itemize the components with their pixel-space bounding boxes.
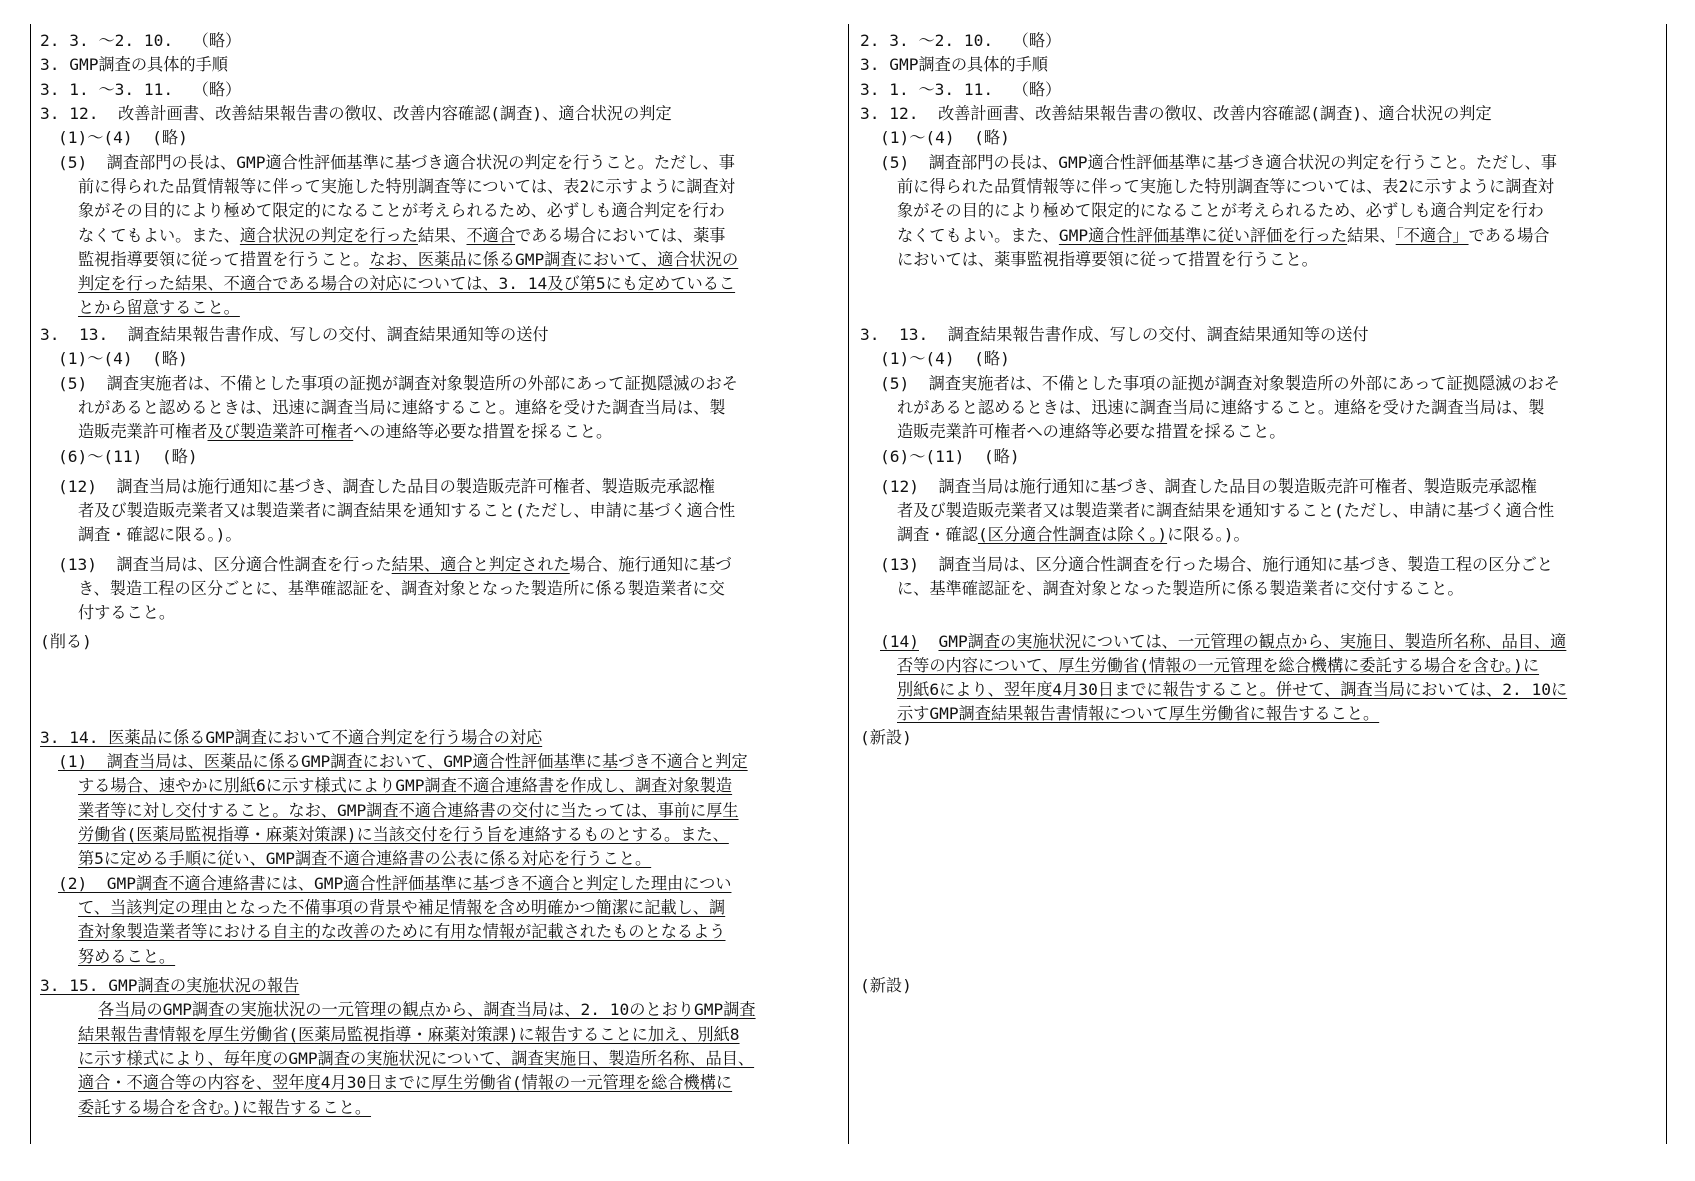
underlined-text: 及び製造業許可権者 [207,422,354,441]
underlined-text: 結果報告書情報を厚生労働省(医薬局監視指導・麻薬対策課)に報告することに加え、別紙8 [78,1025,740,1044]
text-line [880,446,1020,468]
text-line [78,176,735,198]
text-line [880,152,1557,174]
text-segment: (5) 調査部門の長は、GMP適合性評価基準に基づき適合状況の判定を行うこと。ただし、事 [58,153,735,172]
text-line [880,476,1537,498]
text-line [78,421,612,443]
text-segment: 造販売業許可権者 [78,422,208,441]
text-segment: 結果、 [417,226,467,245]
text-line [58,751,748,773]
underlined-text: 業者等に対し交付すること。なお、GMP調査不適合連絡書の交付に当たっては、事前に厚生 [78,801,739,820]
text-segment: (5) 調査実施者は、不備とした事項の証拠が調査対象製造所の外部にあって証拠隠滅のおそ [880,374,1560,393]
text-line [860,975,912,997]
text-segment: (1)～(4) (略) [880,128,1010,147]
right-border-line [1666,24,1667,1144]
text-segment: なくてもよい。また、 [897,226,1059,245]
text-segment: (6)～(11) (略) [58,447,198,466]
underlined-text: 査対象製造業者等における自主的な改善のために有用な情報が記載されたものとなるよう [78,922,726,941]
text-line [860,30,1061,52]
underlined-text: 「不適合」 [1395,226,1469,245]
text-line [58,554,732,576]
text-line [40,975,299,997]
text-segment: (13) 調査当局は、区分適合性調査を行った場合、施行通知に基づき、製造工程の区分ごと [880,555,1553,574]
underlined-text: 委託する場合を含む。)に報告すること。 [78,1098,372,1117]
text-segment: (削る) [40,632,92,651]
text-line [78,500,735,522]
text-segment: (1)～(4) (略) [58,128,188,147]
text-segment: 監視指導要領に従って措置を行うこと。 [78,250,370,269]
text-line [58,373,738,395]
text-line [58,127,188,149]
text-segment: れがあると認めるときは、迅速に調査当局に連絡すること。連絡を受けた調査当局は、製 [897,398,1545,417]
text-line [78,775,732,797]
text-line [880,348,1010,370]
text-line [78,273,735,295]
text-line [897,703,1379,725]
text-line [897,500,1554,522]
text-line [58,873,731,895]
underlined-text: GMP調査の実施状況については、一元管理の観点から、実施日、製造所名称、品目、適 [938,632,1567,651]
text-segment: 者及び製造販売業者又は製造業者に調査結果を通知すること(ただし、申請に基づく適合性 [78,501,736,520]
underlined-text: 否等の内容について、厚生労働省(情報の一元管理を総合機構に委託する場合を含む。)に [897,656,1540,675]
text-segment: 場合、施行通知に基づ [569,555,732,574]
text-line [897,524,1250,546]
text-line [880,127,1010,149]
text-line [897,655,1539,677]
underlined-text: する場合、速やかに別紙6に示す様式によりGMP調査不適合連絡書を作成し、調査対象製造 [78,776,733,795]
underlined-text: 第5に定める手順に従い、GMP調査不適合連絡書の公表に係る対応を行うこと。 [78,849,652,868]
center-divider-line [848,24,849,1144]
text-line [897,397,1545,419]
text-segment: (12) 調査当局は施行通知に基づき、調査した品目の製造販売許可権者、製造販売承認権 [58,477,715,496]
text-line [860,103,1492,125]
text-line [58,152,735,174]
text-segment: 3. 12. 改善計画書、改善結果報告書の徴収、改善内容確認(調査)、適合状況の判定 [40,104,672,123]
text-segment: に、基準確認証を、調査対象となった製造所に係る製造業者に交付すること。 [897,579,1464,598]
text-line [40,324,549,346]
text-line [897,249,1318,271]
text-line [58,348,188,370]
text-line [78,897,725,919]
text-line [58,446,198,468]
underlined-text: 結果、適合と判定された [391,555,570,574]
underlined-text: 3. 15. GMP調査の実施状況の報告 [40,976,300,995]
underlined-text: 不適合 [466,226,516,245]
text-line [78,297,240,319]
text-line [78,848,651,870]
text-segment: 前に得られた品質情報等に伴って実施した特別調査等については、表2に示すように調査対 [78,177,735,196]
text-line [98,999,756,1021]
text-line [78,1097,371,1119]
text-segment: (1)～(4) (略) [880,349,1010,368]
text-segment: 付すること。 [78,603,176,622]
text-segment: 3. 1. ～3. 11. （略） [40,80,242,99]
text-segment: (5) 調査実施者は、不備とした事項の証拠が調査対象製造所の外部にあって証拠隠滅のおそ [58,374,738,393]
text-segment: に限る。)。 [1167,525,1250,544]
text-line [40,631,92,653]
text-segment: 者及び製造販売業者又は製造業者に調査結果を通知すること(ただし、申請に基づく適合性 [897,501,1555,520]
text-line [78,1024,740,1046]
text-segment: き、製造工程の区分ごとに、基準確認証を、調査対象となった製造所に係る製造業者に交 [78,579,725,598]
underlined-text: GMP適合性評価基準に従い評価を行った [1058,226,1348,245]
underlined-text: 労働省(医薬局監視指導・麻薬対策課)に当該交付を行う旨を連絡するものとする。また、 [78,825,729,844]
underlined-text: 示すGMP調査結果報告書情報について厚生労働省に報告すること。 [897,704,1380,723]
text-segment: 3. 1. ～3. 11. （略） [860,80,1062,99]
text-line [78,1048,754,1070]
text-segment: (1)～(4) (略) [58,349,188,368]
text-segment: である場合 [1468,226,1550,245]
text-line [78,225,726,247]
text-line [897,200,1544,222]
text-line [40,79,241,101]
text-line [78,824,729,846]
text-line [880,373,1560,395]
underlined-text: 各当局のGMP調査の実施状況の一元管理の観点から、調査当局は、2. 10のとおりGMP調査 [98,1000,756,1019]
text-segment: れがあると認めるときは、迅速に調査当局に連絡すること。連絡を受けた調査当局は、製 [78,398,726,417]
text-line [860,727,912,749]
text-line [897,421,1286,443]
text-line [40,30,241,52]
text-line [880,631,1566,653]
text-segment: 3. 13. 調査結果報告書作成、写しの交付、調査結果通知等の送付 [40,325,549,344]
text-line [78,397,726,419]
text-line [860,54,1048,76]
text-line [897,225,1549,247]
underlined-text: (1) 調査当局は、医薬品に係るGMP調査において、GMP適合性評価基準に基づき不適合と判定 [58,752,748,771]
text-line [40,54,228,76]
text-segment: への連絡等必要な措置を採ること。 [353,422,613,441]
text-segment: 3. GMP調査の具体的手順 [860,55,1048,74]
text-segment: 2. 3. ～2. 10. （略） [40,31,242,50]
text-segment: (新設) [860,728,912,747]
text-line [880,554,1553,576]
text-segment: (6)～(11) (略) [880,447,1020,466]
text-line [40,727,542,749]
text-line [897,578,1464,600]
underlined-text: なお、医薬品に係るGMP調査において、適合状況の [369,250,739,269]
text-line [78,800,739,822]
underlined-text: (14) [880,632,919,651]
underlined-text: (2) GMP調査不適合連絡書には、GMP適合性評価基準に基づき不適合と判定した理由につい [58,874,732,893]
underlined-text: て、当該判定の理由となった不備事項の背景や補足情報を含め明確かつ簡潔に記載し、調 [78,898,726,917]
underlined-text: 判定を行った結果、不適合である場合の対応については、3. 14及び第5にも定めているこ [78,274,736,293]
text-segment [919,632,939,651]
underlined-text: に示す様式により、毎年度のGMP調査の実施状況について、調査実施日、製造所名称、品目、 [78,1049,755,1068]
text-line [78,200,725,222]
underlined-text: 適合状況の判定を行った [239,226,418,245]
text-segment: なくてもよい。また、 [78,226,240,245]
text-segment: 造販売業許可権者への連絡等必要な措置を採ること。 [897,422,1286,441]
text-segment: (5) 調査部門の長は、GMP適合性評価基準に基づき適合状況の判定を行うこと。ただし、事 [880,153,1557,172]
text-line [78,578,725,600]
text-line [897,176,1554,198]
text-segment: 象がその目的により極めて限定的になることが考えられるため、必ずしも適合判定を行わ [897,201,1544,220]
text-segment: 結果、 [1347,226,1396,245]
underlined-text: 努めること。 [78,947,176,966]
left-border-line [30,24,31,1144]
text-segment: 2. 3. ～2. 10. （略） [860,31,1062,50]
text-line [78,602,175,624]
text-line [860,324,1369,346]
text-segment: (13) 調査当局は、区分適合性調査を行った [58,555,392,574]
text-segment: 3. 13. 調査結果報告書作成、写しの交付、調査結果通知等の送付 [860,325,1369,344]
underlined-text: 3. 14. 医薬品に係るGMP調査において不適合判定を行う場合の対応 [40,728,543,747]
text-line [860,79,1061,101]
underlined-text: (区分適合性調査は除く。) [977,525,1168,544]
text-segment: 3. GMP調査の具体的手順 [40,55,228,74]
text-segment: (新設) [860,976,912,995]
underlined-text: とから留意すること。 [78,298,240,317]
text-segment: においては、薬事監視指導要領に従って措置を行うこと。 [897,250,1318,269]
text-line [78,921,726,943]
text-line [40,103,672,125]
text-segment: 3. 12. 改善計画書、改善結果報告書の徴収、改善内容確認(調査)、適合状況の判定 [860,104,1492,123]
text-segment: (12) 調査当局は施行通知に基づき、調査した品目の製造販売許可権者、製造販売承認権 [880,477,1537,496]
text-line [58,476,715,498]
text-segment: 象がその目的により極めて限定的になることが考えられるため、必ずしも適合判定を行わ [78,201,725,220]
text-segment: 調査・確認に限る。)。 [78,525,242,544]
text-line [897,679,1567,701]
text-segment: 前に得られた品質情報等に伴って実施した特別調査等については、表2に示すように調査対 [897,177,1554,196]
underlined-text: 適合・不適合等の内容を、翌年度4月30日までに厚生労働省(情報の一元管理を総合機構に [78,1073,733,1092]
text-line [78,1072,732,1094]
text-line [78,249,738,271]
text-line [78,524,242,546]
text-line [78,946,175,968]
text-segment: である場合においては、薬事 [515,226,726,245]
text-segment: 調査・確認 [897,525,978,544]
underlined-text: 別紙6により、翌年度4月30日までに報告すること。併せて、調査当局においては、2. 10に [897,680,1568,699]
